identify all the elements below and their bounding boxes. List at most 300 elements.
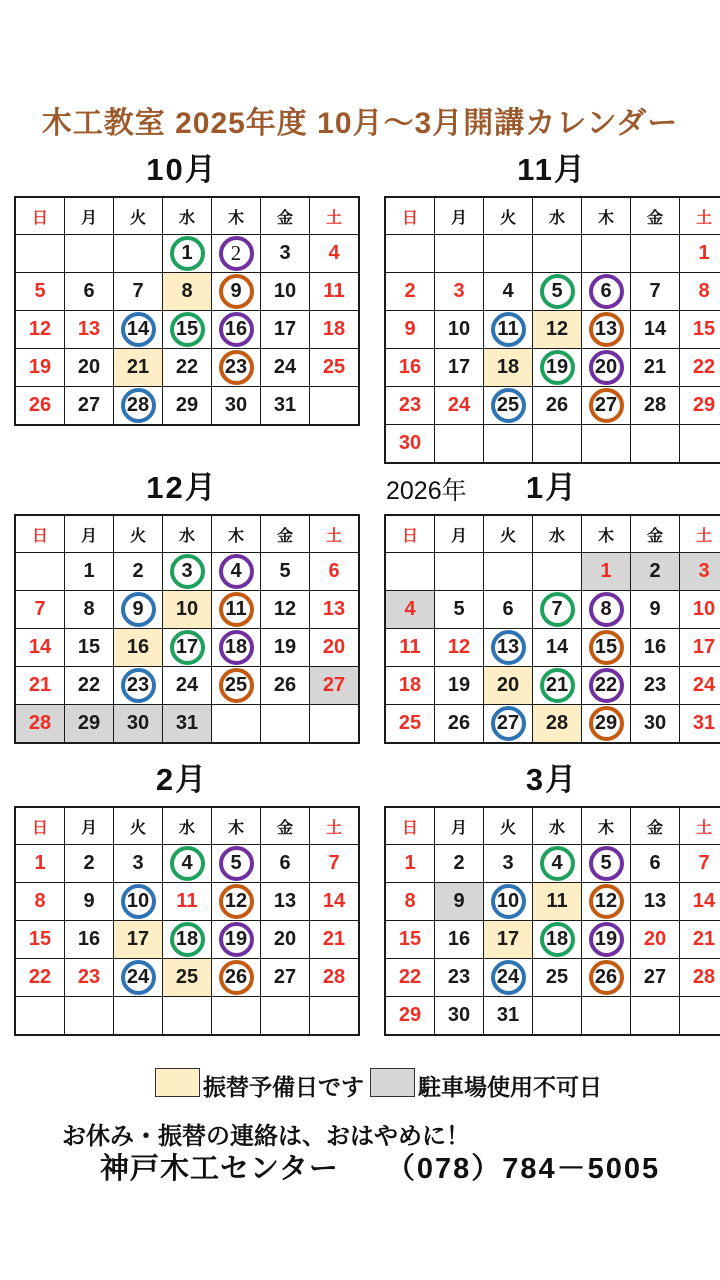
day-cell — [212, 629, 261, 667]
day-cell — [65, 845, 114, 883]
weekday-header: 月 — [65, 807, 114, 845]
day-cell — [631, 387, 680, 425]
class-day-circle-green — [170, 846, 205, 881]
day-number: 21 — [322, 928, 346, 950]
day-cell — [310, 349, 360, 387]
day-number: 15 — [28, 928, 52, 950]
day-number: 23 — [224, 356, 248, 378]
weekday-header: 金 — [261, 515, 310, 553]
day-cell — [261, 273, 310, 311]
day-cell — [261, 591, 310, 629]
weekday-header: 火 — [114, 515, 163, 553]
day-number: 25 — [398, 712, 422, 734]
day-number: 3 — [698, 560, 710, 582]
footer-notice: お休み・振替の連絡は、おはやめに！ — [62, 1123, 470, 1150]
weekday-header: 金 — [631, 197, 680, 235]
day-cell — [484, 705, 533, 744]
day-number: 20 — [496, 674, 520, 696]
calendar-december — [14, 468, 350, 744]
day-cell — [114, 883, 163, 921]
day-cell — [261, 997, 310, 1036]
class-day-circle-blue — [121, 592, 156, 627]
day-cell — [114, 705, 163, 744]
day-number: 18 — [496, 356, 520, 378]
day-number: 5 — [551, 280, 563, 302]
day-number: 6 — [279, 852, 291, 874]
day-number: 9 — [132, 598, 144, 620]
day-number: 29 — [398, 1004, 422, 1026]
day-cell — [680, 553, 720, 591]
day-cell — [163, 921, 212, 959]
calendar-october — [14, 150, 350, 426]
class-day-circle-purple — [219, 846, 254, 881]
month-header — [14, 760, 350, 806]
day-number: 3 — [502, 852, 514, 874]
day-cell — [310, 273, 360, 311]
day-number: 24 — [692, 674, 716, 696]
month-title: 1月 — [525, 470, 579, 505]
day-cell — [631, 667, 680, 705]
footer-contact — [100, 1146, 660, 1187]
day-number: 19 — [28, 356, 52, 378]
day-cell — [114, 997, 163, 1036]
day-cell — [212, 235, 261, 273]
weekday-header: 火 — [114, 197, 163, 235]
month-table-december — [14, 514, 360, 744]
day-number: 29 — [594, 712, 618, 734]
day-cell — [582, 311, 631, 349]
weekday-header: 月 — [65, 197, 114, 235]
weekday-header: 木 — [582, 807, 631, 845]
day-number: 11 — [176, 890, 198, 912]
reserve-day-swatch — [155, 1068, 200, 1097]
class-day-circle-blue — [121, 312, 156, 347]
day-number: 28 — [322, 966, 346, 988]
day-cell — [435, 705, 484, 744]
day-number: 15 — [692, 318, 716, 340]
day-number: 28 — [28, 712, 52, 734]
day-number: 8 — [404, 890, 416, 912]
day-cell — [212, 349, 261, 387]
day-cell — [65, 387, 114, 426]
day-cell — [261, 629, 310, 667]
day-number: 9 — [453, 890, 465, 912]
day-number: 22 — [175, 356, 199, 378]
day-number: 2 — [649, 560, 661, 582]
day-cell — [385, 705, 435, 744]
class-day-circle-orange — [589, 706, 624, 741]
day-cell — [65, 883, 114, 921]
weekday-header: 月 — [65, 515, 114, 553]
day-number: 23 — [398, 394, 422, 416]
class-day-circle-green — [170, 554, 205, 589]
day-cell — [631, 705, 680, 744]
day-number: 8 — [698, 280, 710, 302]
day-number: 5 — [34, 280, 46, 302]
day-cell — [163, 591, 212, 629]
class-day-circle-purple — [589, 274, 624, 309]
day-cell — [582, 667, 631, 705]
class-day-circle-blue — [491, 706, 526, 741]
day-cell — [631, 311, 680, 349]
day-cell — [484, 959, 533, 997]
day-number: 14 — [545, 636, 569, 658]
day-number: 24 — [126, 966, 150, 988]
day-cell — [261, 883, 310, 921]
day-number: 17 — [692, 636, 716, 658]
day-cell — [680, 235, 720, 273]
day-cell — [15, 997, 65, 1036]
day-number: 6 — [83, 280, 95, 302]
day-cell — [15, 705, 65, 744]
day-cell — [385, 387, 435, 425]
weekday-header: 土 — [680, 515, 720, 553]
day-cell — [631, 235, 680, 273]
weekday-header: 月 — [435, 807, 484, 845]
day-cell — [435, 997, 484, 1036]
day-cell — [484, 629, 533, 667]
day-cell — [385, 235, 435, 273]
calendar-november — [384, 150, 720, 464]
weekday-header: 金 — [261, 197, 310, 235]
day-number: 6 — [502, 598, 514, 620]
day-number: 24 — [447, 394, 471, 416]
class-day-circle-purple — [219, 554, 254, 589]
day-number: 20 — [77, 356, 101, 378]
center-name: 神戸木工センター — [100, 1153, 339, 1185]
day-cell — [582, 997, 631, 1036]
day-number: 14 — [692, 890, 716, 912]
day-number: 31 — [273, 394, 297, 416]
day-cell — [114, 273, 163, 311]
day-cell — [310, 959, 360, 997]
day-cell — [385, 959, 435, 997]
day-number: 27 — [496, 712, 520, 734]
day-cell — [533, 235, 582, 273]
day-number: 22 — [692, 356, 716, 378]
day-cell — [680, 591, 720, 629]
month-title: 3月 — [525, 762, 579, 797]
class-day-circle-orange — [589, 630, 624, 665]
month-header — [14, 150, 350, 196]
day-cell — [212, 591, 261, 629]
month-header — [384, 150, 720, 196]
day-number: 25 — [545, 966, 569, 988]
day-number: 29 — [692, 394, 716, 416]
day-cell — [631, 425, 680, 464]
day-number: 30 — [447, 1004, 471, 1026]
day-cell — [435, 959, 484, 997]
day-cell — [631, 553, 680, 591]
day-number: 31 — [496, 1004, 520, 1026]
day-cell — [15, 311, 65, 349]
day-number: 27 — [273, 966, 297, 988]
day-number: 15 — [77, 636, 101, 658]
weekday-header: 日 — [385, 197, 435, 235]
day-number: 30 — [126, 712, 150, 734]
day-cell — [310, 997, 360, 1036]
day-cell — [582, 349, 631, 387]
day-number: 5 — [453, 598, 465, 620]
day-number: 26 — [545, 394, 569, 416]
class-day-circle-blue — [491, 884, 526, 919]
day-cell — [261, 845, 310, 883]
day-cell — [310, 591, 360, 629]
day-cell — [435, 349, 484, 387]
day-number: 2 — [83, 852, 95, 874]
day-number: 26 — [28, 394, 52, 416]
day-number: 11 — [323, 280, 345, 302]
day-number: 23 — [447, 966, 471, 988]
day-number: 20 — [594, 356, 618, 378]
class-day-circle-purple — [589, 350, 624, 385]
day-cell — [261, 387, 310, 426]
day-cell — [680, 959, 720, 997]
class-day-circle-orange — [589, 312, 624, 347]
day-cell — [65, 591, 114, 629]
day-number: 20 — [273, 928, 297, 950]
day-cell — [310, 667, 360, 705]
day-cell — [385, 311, 435, 349]
day-cell — [212, 387, 261, 426]
day-cell — [385, 629, 435, 667]
day-cell — [631, 921, 680, 959]
day-cell — [582, 845, 631, 883]
day-cell — [631, 997, 680, 1036]
day-cell — [310, 705, 360, 744]
day-cell — [435, 883, 484, 921]
day-cell — [484, 845, 533, 883]
day-number: 28 — [545, 712, 569, 734]
day-cell — [163, 553, 212, 591]
day-cell — [533, 349, 582, 387]
weekday-header: 日 — [15, 515, 65, 553]
class-day-circle-green — [170, 922, 205, 957]
day-cell — [582, 387, 631, 425]
day-cell — [261, 705, 310, 744]
class-day-circle-green — [540, 846, 575, 881]
day-number: 1 — [698, 242, 710, 264]
day-number: 8 — [83, 598, 95, 620]
month-title: 11月 — [517, 152, 587, 187]
day-number: 17 — [447, 356, 471, 378]
day-number: 1 — [600, 560, 612, 582]
day-number: 11 — [497, 318, 519, 340]
day-number: 21 — [28, 674, 52, 696]
class-day-circle-orange — [219, 668, 254, 703]
day-number: 28 — [692, 966, 716, 988]
day-number: 15 — [594, 636, 618, 658]
day-number: 24 — [175, 674, 199, 696]
day-number: 7 — [698, 852, 710, 874]
day-cell — [484, 591, 533, 629]
day-cell — [261, 553, 310, 591]
weekday-header: 水 — [533, 197, 582, 235]
day-cell — [582, 629, 631, 667]
day-cell — [680, 349, 720, 387]
class-day-circle-green — [170, 312, 205, 347]
day-cell — [435, 629, 484, 667]
weekday-header: 火 — [484, 807, 533, 845]
day-number: 17 — [273, 318, 297, 340]
day-cell — [310, 883, 360, 921]
day-cell — [484, 883, 533, 921]
month-title: 12月 — [146, 470, 218, 505]
day-number: 7 — [132, 280, 144, 302]
day-number: 12 — [224, 890, 248, 912]
day-cell — [163, 235, 212, 273]
day-cell — [680, 883, 720, 921]
calendar-march — [384, 760, 720, 1036]
day-cell — [15, 629, 65, 667]
day-number: 16 — [398, 356, 422, 378]
class-day-circle-orange — [589, 388, 624, 423]
class-day-circle-purple — [219, 236, 254, 271]
day-number: 22 — [77, 674, 101, 696]
day-number: 5 — [600, 852, 612, 874]
day-number: 30 — [398, 432, 422, 454]
day-number: 20 — [643, 928, 667, 950]
day-number: 19 — [447, 674, 471, 696]
class-day-circle-green — [540, 592, 575, 627]
day-number: 23 — [643, 674, 667, 696]
day-cell — [484, 387, 533, 425]
day-number: 11 — [399, 636, 421, 658]
day-cell — [582, 235, 631, 273]
day-number: 18 — [545, 928, 569, 950]
day-cell — [15, 921, 65, 959]
day-cell — [114, 591, 163, 629]
day-cell — [533, 997, 582, 1036]
day-cell — [163, 273, 212, 311]
day-number: 2 — [404, 280, 416, 302]
day-cell — [435, 553, 484, 591]
day-number: 7 — [328, 852, 340, 874]
day-cell — [533, 921, 582, 959]
day-cell — [261, 235, 310, 273]
month-title: 10月 — [146, 152, 218, 187]
day-cell — [65, 235, 114, 273]
day-cell — [15, 235, 65, 273]
day-number: 14 — [643, 318, 667, 340]
day-number: 2 — [230, 241, 242, 265]
class-day-circle-blue — [491, 630, 526, 665]
weekday-header: 木 — [582, 515, 631, 553]
day-number: 21 — [643, 356, 667, 378]
weekday-header: 日 — [15, 807, 65, 845]
day-cell — [163, 387, 212, 426]
day-number: 6 — [600, 280, 612, 302]
day-number: 7 — [649, 280, 661, 302]
day-cell — [631, 959, 680, 997]
class-day-circle-green — [540, 350, 575, 385]
day-number: 16 — [224, 318, 248, 340]
noparking-day-label: 駐車場使用不可日 — [418, 1074, 602, 1100]
day-number: 26 — [273, 674, 297, 696]
day-number: 16 — [126, 636, 150, 658]
day-cell — [65, 921, 114, 959]
weekday-header: 木 — [212, 807, 261, 845]
day-cell — [65, 349, 114, 387]
weekday-header: 水 — [533, 515, 582, 553]
phone-number: （078）784－5005 — [385, 1153, 661, 1185]
day-cell — [385, 997, 435, 1036]
day-cell — [212, 667, 261, 705]
day-cell — [65, 667, 114, 705]
day-cell — [385, 921, 435, 959]
day-number: 18 — [175, 928, 199, 950]
day-cell — [65, 553, 114, 591]
day-cell — [261, 959, 310, 997]
day-number: 2 — [453, 852, 465, 874]
day-cell — [310, 845, 360, 883]
day-number: 10 — [273, 280, 297, 302]
day-cell — [15, 349, 65, 387]
weekday-header: 土 — [310, 807, 360, 845]
day-cell — [385, 591, 435, 629]
day-cell — [680, 311, 720, 349]
day-cell — [582, 959, 631, 997]
day-cell — [163, 311, 212, 349]
day-cell — [114, 921, 163, 959]
day-cell — [163, 629, 212, 667]
day-cell — [435, 845, 484, 883]
day-cell — [15, 667, 65, 705]
class-day-circle-blue — [121, 960, 156, 995]
weekday-header: 火 — [484, 515, 533, 553]
day-cell — [484, 311, 533, 349]
day-number: 23 — [77, 966, 101, 988]
day-cell — [680, 273, 720, 311]
day-number: 2 — [132, 560, 144, 582]
weekday-header: 木 — [212, 197, 261, 235]
class-day-circle-orange — [219, 884, 254, 919]
day-number: 3 — [279, 242, 291, 264]
day-cell — [680, 629, 720, 667]
day-cell — [533, 387, 582, 425]
day-cell — [533, 845, 582, 883]
day-number: 15 — [398, 928, 422, 950]
day-number: 26 — [594, 966, 618, 988]
day-number: 6 — [649, 852, 661, 874]
class-day-circle-orange — [589, 960, 624, 995]
day-number: 8 — [600, 598, 612, 620]
day-number: 13 — [643, 890, 667, 912]
day-cell — [65, 959, 114, 997]
day-number: 13 — [594, 318, 618, 340]
day-number: 17 — [175, 636, 199, 658]
day-number: 16 — [447, 928, 471, 950]
weekday-header: 月 — [435, 515, 484, 553]
day-cell — [435, 591, 484, 629]
weekday-header: 金 — [631, 807, 680, 845]
weekday-header: 日 — [15, 197, 65, 235]
calendar-january — [384, 468, 720, 744]
class-day-circle-orange — [219, 274, 254, 309]
day-cell — [212, 845, 261, 883]
day-number: 28 — [643, 394, 667, 416]
class-day-circle-purple — [219, 312, 254, 347]
day-cell — [212, 553, 261, 591]
day-cell — [484, 553, 533, 591]
day-cell — [385, 273, 435, 311]
day-cell — [631, 629, 680, 667]
day-cell — [15, 959, 65, 997]
day-number: 11 — [225, 598, 247, 620]
day-cell — [114, 349, 163, 387]
day-cell — [212, 705, 261, 744]
day-number: 18 — [322, 318, 346, 340]
